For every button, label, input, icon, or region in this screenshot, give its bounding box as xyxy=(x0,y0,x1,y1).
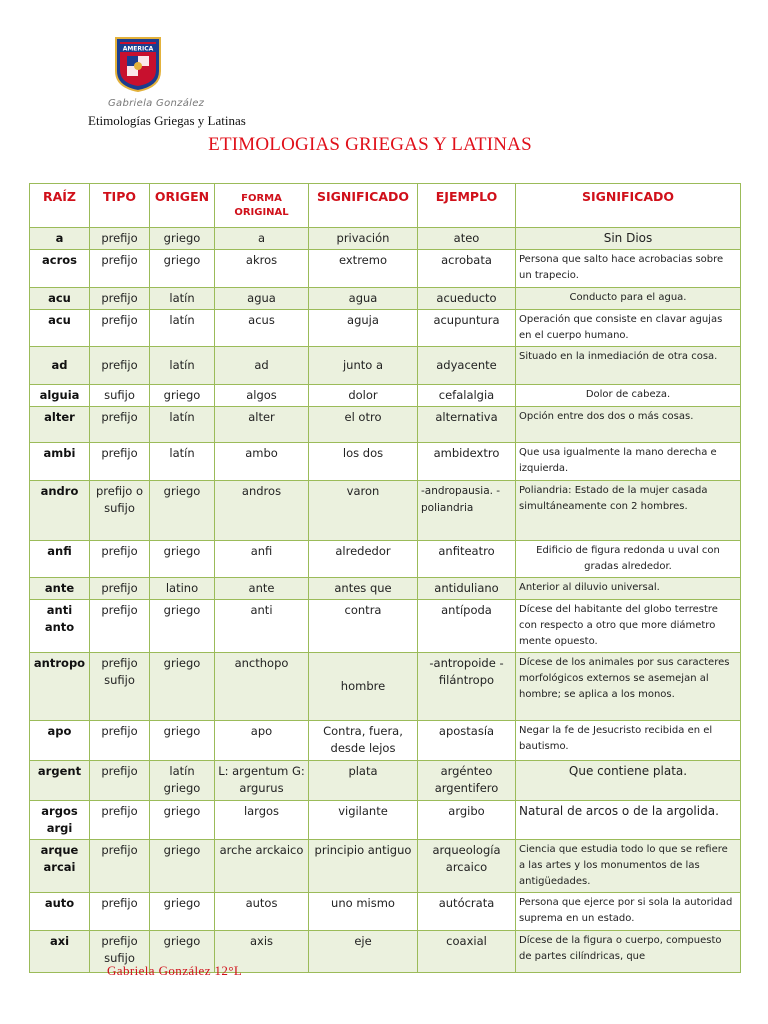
school-logo xyxy=(113,35,163,93)
table-row: ambi prefijo latín ambo los dos ambidextro Que usa igualmente la mano derecha e izquierda. xyxy=(30,443,741,481)
table-row: auto prefijo griego autos uno mismo autócrata Persona que ejerce por si sola la autoridad suprema en un estado. xyxy=(30,893,741,931)
table-row: acu prefijo latín agua agua acueducto Conducto para el agua. xyxy=(30,288,741,310)
table-row: arque arcai prefijo griego arche arckaico principio antiguo arqueología arcaico Ciencia que estudia todo lo que se refiere a las artes y los monumentos de las antigüedades. xyxy=(30,840,741,893)
footer-author: Gabriela González 12°L xyxy=(107,963,243,978)
table-row: a prefijo griego a privación ateo Sin Dios xyxy=(30,228,741,250)
table-row: alter prefijo latín alter el otro alternativa Opción entre dos dos o más cosas. xyxy=(30,407,741,443)
header-significado: SIGNIFICADO xyxy=(309,184,418,228)
table-row: argent prefijo latín griego L: argentum G: argurus plata argénteo argentifero Que contiene plata. xyxy=(30,761,741,801)
table-row: axi prefijo sufijo griego axis eje coaxial Dícese de la figura o cuerpo, compuesto de partes cilíndricas, que xyxy=(30,931,741,973)
table-row: anti anto prefijo griego anti contra antípoda Dícese del habitante del globo terrestre con respecto a otro que more diámetro mente opuesto. xyxy=(30,600,741,653)
table-row: acu prefijo latín acus aguja acupuntura Operación que consiste en clavar agujas en el cuerpo humano. xyxy=(30,310,741,347)
table-row: argos argi prefijo griego largos vigilante argibo Natural de arcos o de la argolida. xyxy=(30,801,741,840)
header-raiz: RAÍZ xyxy=(30,184,90,228)
logo-text: AMERICA xyxy=(122,45,154,53)
table-row: ante prefijo latino ante antes que antiduliano Anterior al diluvio universal. xyxy=(30,578,741,600)
table-row: ad prefijo latín ad junto a adyacente Situado en la inmediación de otra cosa. xyxy=(30,347,741,385)
document-title: ETIMOLOGIAS GRIEGAS Y LATINAS xyxy=(208,134,532,155)
author-small: Gabriela González xyxy=(108,98,205,109)
document-subtitle: Etimologías Griegas y Latinas xyxy=(88,113,246,128)
header-significado-ejemplo: SIGNIFICADO xyxy=(516,184,741,228)
table-row: acros prefijo griego akros extremo acrobata Persona que salto hace acrobacias sobre un trapecio. xyxy=(30,250,741,288)
table-row: anfi prefijo griego anfi alrededor anfiteatro Edificio de figura redonda u uval con gradas alrededor. xyxy=(30,541,741,578)
table-row: antropo prefijo sufijo griego ancthopo hombre -antropoide -filántropo Dícese de los animales por sus caracteres morfológicos externos se asemejan al hombre; se aplica a los monos. xyxy=(30,653,741,721)
header-tipo: TIPO xyxy=(90,184,150,228)
table-row: andro prefijo o sufijo griego andros varon -andropausia. -poliandria Poliandria: Estado de la mujer casada simultáneamente con 2 hombres. xyxy=(30,481,741,541)
header-forma-original: FORMA ORIGINAL xyxy=(215,184,309,228)
table-row: alguia sufijo griego algos dolor cefalalgia Dolor de cabeza. xyxy=(30,385,741,407)
header-ejemplo: EJEMPLO xyxy=(418,184,516,228)
header-origen: ORIGEN xyxy=(150,184,215,228)
table-row: apo prefijo griego apo Contra, fuera, desde lejos apostasía Negar la fe de Jesucristo recibida en el bautismo. xyxy=(30,721,741,761)
etymology-table xyxy=(29,183,741,973)
